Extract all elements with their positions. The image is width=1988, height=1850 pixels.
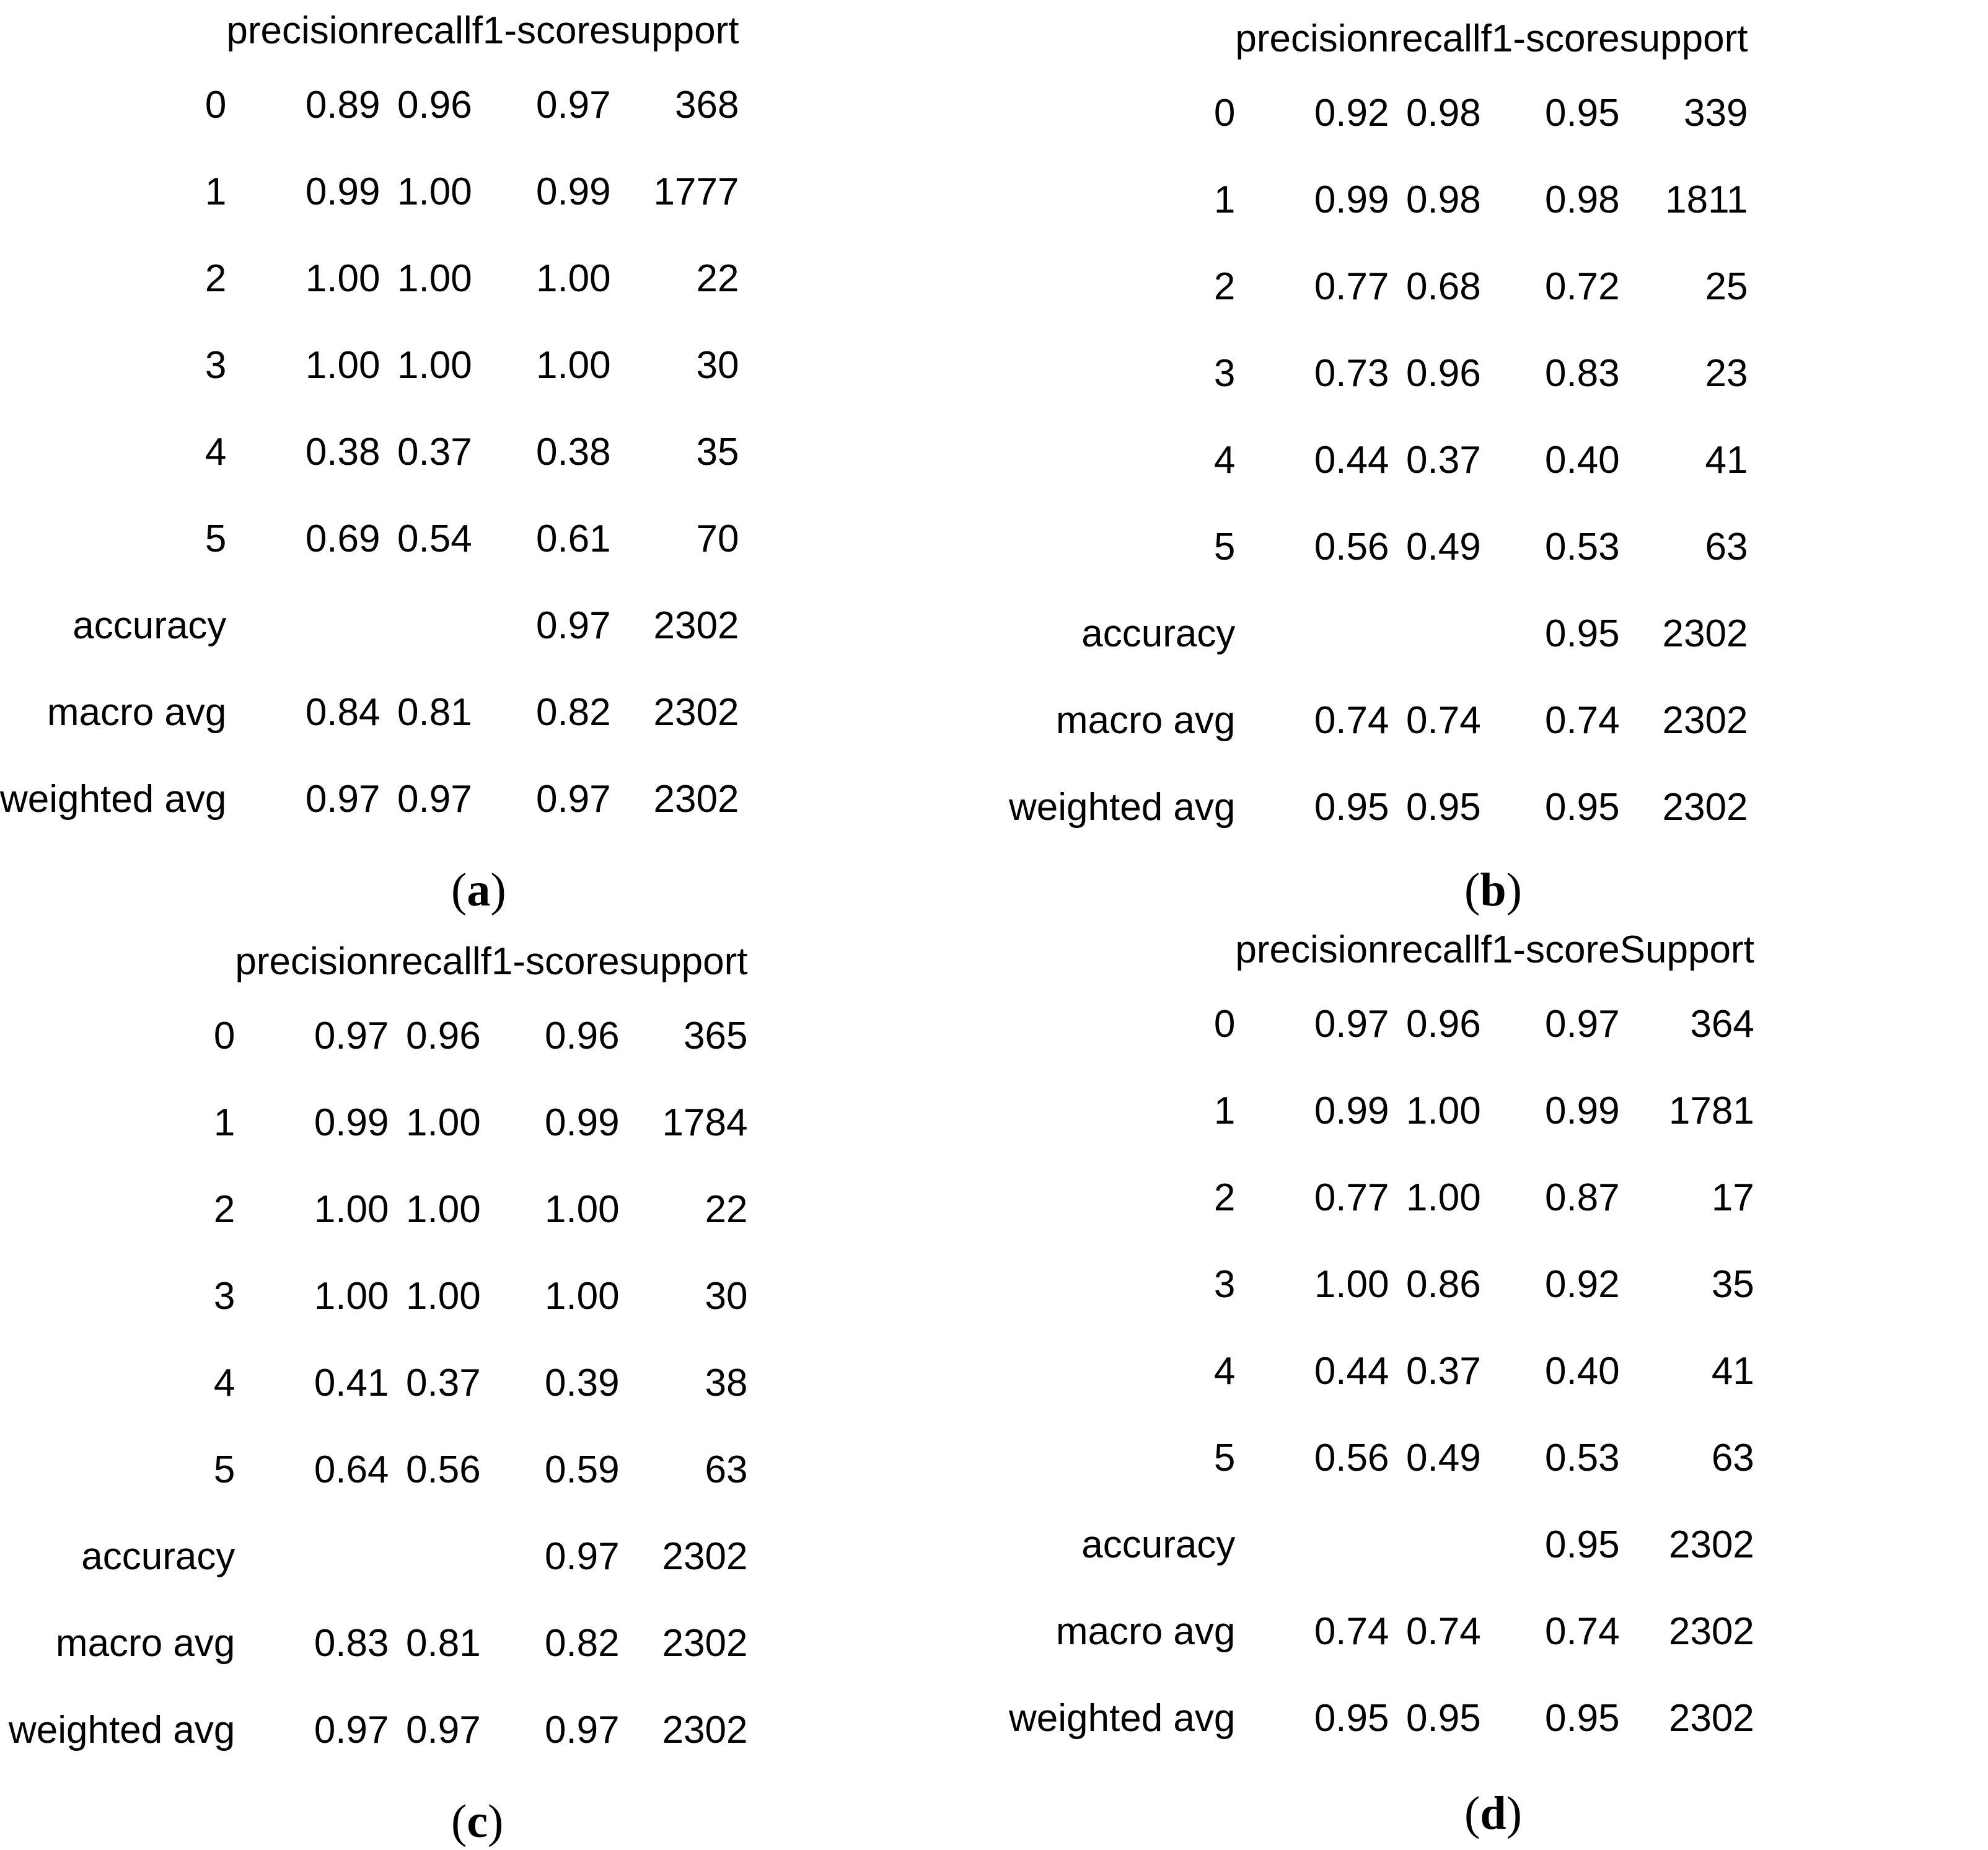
row-label: 5 bbox=[1213, 1437, 1236, 1479]
support-cell: 22 bbox=[696, 257, 739, 300]
f1-score-cell: 0.97 bbox=[544, 1535, 620, 1578]
precision-cell: 0.97 bbox=[305, 778, 380, 821]
support-cell: 30 bbox=[705, 1275, 748, 1318]
support-cell: 2302 bbox=[1668, 1610, 1754, 1653]
support-cell: 339 bbox=[1684, 92, 1748, 134]
f1-score-cell: 0.97 bbox=[535, 604, 611, 647]
f1-score-cell: 0.97 bbox=[535, 84, 611, 126]
f1-score-cell: 1.00 bbox=[544, 1275, 620, 1318]
support-cell: 1777 bbox=[653, 170, 739, 213]
precision-cell: 0.77 bbox=[1314, 1176, 1389, 1219]
f1-score-cell: 0.95 bbox=[1544, 786, 1620, 829]
table-row bbox=[0, 756, 739, 843]
row-label: 1 bbox=[1213, 178, 1236, 221]
precision-cell: 1.00 bbox=[1314, 1263, 1389, 1306]
table-row bbox=[9, 1687, 747, 1774]
classification-report-table bbox=[1009, 919, 1754, 1762]
f1-score-cell: 1.00 bbox=[544, 1188, 620, 1231]
support-cell: 38 bbox=[705, 1362, 748, 1404]
f1-score-cell: 0.53 bbox=[1544, 526, 1620, 568]
table-row bbox=[1009, 677, 1748, 764]
recall-cell bbox=[1389, 591, 1481, 677]
support-cell: 2302 bbox=[1662, 612, 1748, 655]
recall-cell: 0.49 bbox=[1406, 1437, 1481, 1479]
recall-cell: 1.00 bbox=[406, 1101, 481, 1144]
table-row bbox=[9, 1253, 747, 1340]
recall-cell: 0.74 bbox=[1406, 1610, 1481, 1653]
precision-cell: 0.41 bbox=[314, 1362, 389, 1404]
col-header-f1-score: f1-score bbox=[480, 940, 620, 983]
row-label: 0 bbox=[205, 84, 227, 126]
f1-score-cell: 0.95 bbox=[1544, 1523, 1620, 1566]
f1-score-cell: 0.39 bbox=[544, 1362, 620, 1404]
precision-cell: 0.56 bbox=[1314, 1437, 1389, 1479]
col-header-f1-score: f1-score bbox=[1480, 928, 1620, 971]
precision-cell: 0.99 bbox=[1314, 1090, 1389, 1132]
precision-cell: 0.44 bbox=[1314, 1350, 1389, 1393]
recall-cell bbox=[380, 583, 472, 669]
header-row bbox=[9, 931, 747, 993]
table-row bbox=[1009, 981, 1754, 1068]
row-label-header bbox=[9, 931, 235, 993]
row-label: 1 bbox=[213, 1101, 235, 1144]
support-cell: 1811 bbox=[1665, 178, 1748, 221]
support-cell: 2302 bbox=[653, 691, 739, 734]
table-row bbox=[1009, 1502, 1754, 1588]
support-cell: 41 bbox=[1711, 1350, 1754, 1393]
precision-cell: 1.00 bbox=[314, 1275, 389, 1318]
precision-cell: 0.74 bbox=[1314, 1610, 1389, 1653]
support-cell: 35 bbox=[696, 431, 739, 474]
col-header-recall: recall bbox=[389, 940, 481, 983]
caption-letter: a bbox=[467, 864, 491, 916]
precision-cell: 0.99 bbox=[1314, 178, 1389, 221]
row-label: 0 bbox=[1213, 1003, 1236, 1046]
support-cell: 2302 bbox=[1662, 786, 1748, 829]
row-label-header bbox=[1009, 919, 1235, 981]
f1-score-cell: 0.40 bbox=[1544, 439, 1620, 482]
table-row bbox=[1009, 764, 1748, 851]
recall-cell: 0.74 bbox=[1406, 699, 1481, 742]
recall-cell: 1.00 bbox=[1406, 1090, 1481, 1132]
col-header-precision: precision bbox=[1235, 928, 1389, 971]
f1-score-cell: 0.96 bbox=[544, 1015, 620, 1057]
support-cell: 23 bbox=[1705, 352, 1748, 395]
table-row bbox=[9, 1427, 747, 1513]
precision-cell: 0.92 bbox=[1314, 92, 1389, 134]
f1-score-cell: 0.74 bbox=[1544, 699, 1620, 742]
table-row bbox=[1009, 1588, 1754, 1675]
f1-score-cell: 0.97 bbox=[544, 1709, 620, 1751]
precision-cell: 0.89 bbox=[305, 84, 380, 126]
recall-cell: 0.97 bbox=[406, 1709, 481, 1751]
support-cell: 1784 bbox=[662, 1101, 748, 1144]
row-label: 1 bbox=[205, 170, 227, 213]
col-header-recall: recall bbox=[1389, 928, 1481, 971]
col-header-precision: precision bbox=[226, 9, 380, 52]
table-row bbox=[1009, 1155, 1754, 1241]
classification-report-table bbox=[9, 931, 747, 1774]
precision-cell: 0.83 bbox=[314, 1622, 389, 1665]
recall-cell: 0.54 bbox=[397, 518, 472, 560]
support-cell: 2302 bbox=[653, 778, 739, 821]
precision-cell: 0.97 bbox=[1314, 1003, 1389, 1046]
recall-cell: 1.00 bbox=[397, 257, 472, 300]
support-cell: 41 bbox=[1705, 439, 1748, 482]
support-cell: 22 bbox=[705, 1188, 748, 1231]
col-header-f1-score: f1-score bbox=[472, 9, 611, 52]
row-label: weighted avg bbox=[1009, 786, 1236, 829]
support-cell: 1781 bbox=[1668, 1090, 1754, 1132]
caption-letter: d bbox=[1480, 1787, 1506, 1839]
precision-cell: 0.69 bbox=[305, 518, 380, 560]
row-label: 4 bbox=[1213, 439, 1236, 482]
f1-score-cell: 0.72 bbox=[1544, 265, 1620, 308]
f1-score-cell: 0.95 bbox=[1544, 1697, 1620, 1740]
row-label: weighted avg bbox=[0, 778, 227, 821]
f1-score-cell: 0.99 bbox=[544, 1101, 620, 1144]
recall-cell: 0.96 bbox=[397, 84, 472, 126]
recall-cell: 0.49 bbox=[1406, 526, 1481, 568]
f1-score-cell: 0.87 bbox=[1544, 1176, 1620, 1219]
recall-cell: 0.96 bbox=[406, 1015, 481, 1057]
f1-score-cell: 0.40 bbox=[1544, 1350, 1620, 1393]
support-cell: 2302 bbox=[662, 1622, 748, 1665]
precision-cell: 0.95 bbox=[1314, 786, 1389, 829]
f1-score-cell: 1.00 bbox=[535, 344, 611, 387]
recall-cell: 1.00 bbox=[406, 1188, 481, 1231]
row-label: 3 bbox=[213, 1275, 235, 1318]
precision-cell: 0.84 bbox=[305, 691, 380, 734]
row-label: 2 bbox=[205, 257, 227, 300]
recall-cell: 0.95 bbox=[1406, 786, 1481, 829]
header-row bbox=[0, 0, 739, 62]
recall-cell: 0.37 bbox=[1406, 1350, 1481, 1393]
col-header-precision: precision bbox=[235, 940, 389, 983]
f1-score-cell: 0.92 bbox=[1544, 1263, 1620, 1306]
recall-cell: 1.00 bbox=[397, 170, 472, 213]
recall-cell: 1.00 bbox=[1406, 1176, 1481, 1219]
recall-cell bbox=[389, 1513, 481, 1600]
col-header-support: support bbox=[610, 9, 739, 52]
table-row bbox=[1009, 157, 1748, 244]
table-row bbox=[0, 409, 739, 496]
row-label: 2 bbox=[213, 1188, 235, 1231]
table-row bbox=[1009, 417, 1748, 504]
col-header-support: Support bbox=[1619, 928, 1754, 971]
row-label: 2 bbox=[1213, 265, 1236, 308]
support-cell: 17 bbox=[1711, 1176, 1754, 1219]
precision-cell: 0.73 bbox=[1314, 352, 1389, 395]
support-cell: 35 bbox=[1711, 1263, 1754, 1306]
recall-cell: 0.81 bbox=[406, 1622, 481, 1665]
panel-caption: (c) bbox=[451, 1795, 504, 1848]
table-row bbox=[9, 1166, 747, 1253]
f1-score-cell: 0.95 bbox=[1544, 92, 1620, 134]
table-row bbox=[1009, 1415, 1754, 1502]
f1-score-cell: 0.98 bbox=[1544, 178, 1620, 221]
row-label: accuracy bbox=[73, 604, 227, 647]
f1-score-cell: 0.61 bbox=[535, 518, 611, 560]
table-row bbox=[0, 583, 739, 669]
row-label: 0 bbox=[1213, 92, 1236, 134]
support-cell: 2302 bbox=[662, 1535, 748, 1578]
table-row bbox=[0, 669, 739, 756]
table-row bbox=[1009, 244, 1748, 330]
recall-cell: 1.00 bbox=[397, 344, 472, 387]
table-row bbox=[1009, 1328, 1754, 1415]
precision-cell: 0.44 bbox=[1314, 439, 1389, 482]
table-row bbox=[0, 236, 739, 322]
col-header-recall: recall bbox=[380, 9, 472, 52]
f1-score-cell: 0.99 bbox=[535, 170, 611, 213]
row-label: 5 bbox=[213, 1448, 235, 1491]
precision-cell: 0.99 bbox=[314, 1101, 389, 1144]
table-row bbox=[0, 149, 739, 236]
col-header-f1-score: f1-score bbox=[1480, 17, 1620, 60]
table-row bbox=[1009, 504, 1748, 591]
row-label: 0 bbox=[213, 1015, 235, 1057]
classification-report-table bbox=[1009, 8, 1748, 851]
recall-cell: 0.97 bbox=[397, 778, 472, 821]
recall-cell: 0.68 bbox=[1406, 265, 1481, 308]
f1-score-cell: 0.74 bbox=[1544, 1610, 1620, 1653]
header-row bbox=[1009, 919, 1754, 981]
table-row bbox=[0, 496, 739, 583]
precision-cell: 1.00 bbox=[305, 257, 380, 300]
recall-cell: 0.98 bbox=[1406, 178, 1481, 221]
precision-cell: 0.74 bbox=[1314, 699, 1389, 742]
recall-cell: 0.37 bbox=[397, 431, 472, 474]
precision-cell: 1.00 bbox=[305, 344, 380, 387]
col-header-support: support bbox=[1619, 17, 1748, 60]
f1-score-cell: 0.82 bbox=[535, 691, 611, 734]
table-row bbox=[1009, 70, 1748, 157]
precision-cell: 0.56 bbox=[1314, 526, 1389, 568]
recall-cell: 0.37 bbox=[406, 1362, 481, 1404]
recall-cell: 0.96 bbox=[1406, 1003, 1481, 1046]
support-cell: 70 bbox=[696, 518, 739, 560]
f1-score-cell: 1.00 bbox=[535, 257, 611, 300]
precision-cell bbox=[1235, 591, 1389, 677]
support-cell: 368 bbox=[675, 84, 739, 126]
f1-score-cell: 0.82 bbox=[544, 1622, 620, 1665]
f1-score-cell: 0.97 bbox=[1544, 1003, 1620, 1046]
table-row bbox=[9, 1080, 747, 1166]
recall-cell: 0.81 bbox=[397, 691, 472, 734]
row-label: accuracy bbox=[1081, 612, 1236, 655]
precision-cell: 0.77 bbox=[1314, 265, 1389, 308]
precision-cell: 0.64 bbox=[314, 1448, 389, 1491]
row-label: 4 bbox=[213, 1362, 235, 1404]
f1-score-cell: 0.97 bbox=[535, 778, 611, 821]
table-row bbox=[9, 1340, 747, 1427]
table-row bbox=[1009, 1241, 1754, 1328]
precision-cell: 0.38 bbox=[305, 431, 380, 474]
table-row bbox=[1009, 330, 1748, 417]
caption-letter: c bbox=[467, 1795, 488, 1848]
classification-report-table bbox=[0, 0, 739, 843]
precision-cell bbox=[1235, 1502, 1389, 1588]
support-cell: 63 bbox=[1705, 526, 1748, 568]
precision-cell: 1.00 bbox=[314, 1188, 389, 1231]
recall-cell: 0.95 bbox=[1406, 1697, 1481, 1740]
table-row bbox=[9, 1513, 747, 1600]
row-label: macro avg bbox=[1055, 699, 1236, 742]
support-cell: 63 bbox=[1711, 1437, 1754, 1479]
row-label: macro avg bbox=[46, 691, 227, 734]
table-row bbox=[1009, 1068, 1754, 1155]
panel-caption: (b) bbox=[1464, 864, 1522, 916]
support-cell: 25 bbox=[1705, 265, 1748, 308]
row-label: weighted avg bbox=[1009, 1697, 1236, 1740]
f1-score-cell: 0.59 bbox=[544, 1448, 620, 1491]
precision-cell: 0.95 bbox=[1314, 1697, 1389, 1740]
row-label: accuracy bbox=[81, 1535, 235, 1578]
support-cell: 365 bbox=[684, 1015, 748, 1057]
row-label: 4 bbox=[1213, 1350, 1236, 1393]
support-cell: 2302 bbox=[1662, 699, 1748, 742]
row-label: accuracy bbox=[1081, 1523, 1236, 1566]
row-label: 3 bbox=[1213, 352, 1236, 395]
recall-cell: 0.96 bbox=[1406, 352, 1481, 395]
recall-cell: 0.98 bbox=[1406, 92, 1481, 134]
precision-cell: 0.97 bbox=[314, 1709, 389, 1751]
table-row bbox=[9, 1600, 747, 1687]
support-cell: 2302 bbox=[1668, 1523, 1754, 1566]
f1-score-cell: 0.99 bbox=[1544, 1090, 1620, 1132]
recall-cell bbox=[1389, 1502, 1481, 1588]
support-cell: 364 bbox=[1690, 1003, 1754, 1046]
support-cell: 2302 bbox=[653, 604, 739, 647]
recall-cell: 1.00 bbox=[406, 1275, 481, 1318]
col-header-support: support bbox=[619, 940, 748, 983]
precision-cell: 0.99 bbox=[305, 170, 380, 213]
recall-cell: 0.37 bbox=[1406, 439, 1481, 482]
row-label: macro avg bbox=[55, 1622, 235, 1665]
row-label: 2 bbox=[1213, 1176, 1236, 1219]
caption-letter: b bbox=[1480, 864, 1506, 916]
col-header-precision: precision bbox=[1235, 17, 1389, 60]
table-row bbox=[9, 993, 747, 1080]
col-header-recall: recall bbox=[1389, 17, 1481, 60]
support-cell: 2302 bbox=[662, 1709, 748, 1751]
recall-cell: 0.56 bbox=[406, 1448, 481, 1491]
precision-cell: 0.97 bbox=[314, 1015, 389, 1057]
panel-caption: (d) bbox=[1464, 1787, 1522, 1839]
panel-caption: (a) bbox=[451, 864, 506, 916]
row-label: 5 bbox=[205, 518, 227, 560]
f1-score-cell: 0.53 bbox=[1544, 1437, 1620, 1479]
header-row bbox=[1009, 8, 1748, 70]
row-label: 3 bbox=[1213, 1263, 1236, 1306]
row-label: 5 bbox=[1213, 526, 1236, 568]
row-label: 3 bbox=[205, 344, 227, 387]
table-row bbox=[0, 62, 739, 149]
precision-cell bbox=[235, 1513, 389, 1600]
recall-cell: 0.86 bbox=[1406, 1263, 1481, 1306]
row-label: 1 bbox=[1213, 1090, 1236, 1132]
row-label: weighted avg bbox=[9, 1709, 235, 1751]
table-row bbox=[0, 322, 739, 409]
f1-score-cell: 0.95 bbox=[1544, 612, 1620, 655]
row-label: macro avg bbox=[1055, 1610, 1236, 1653]
table-row bbox=[1009, 591, 1748, 677]
row-label: 4 bbox=[205, 431, 227, 474]
table-row bbox=[1009, 1675, 1754, 1762]
f1-score-cell: 0.38 bbox=[535, 431, 611, 474]
row-label-header bbox=[1009, 8, 1235, 70]
support-cell: 63 bbox=[705, 1448, 748, 1491]
precision-cell bbox=[226, 583, 380, 669]
support-cell: 30 bbox=[696, 344, 739, 387]
f1-score-cell: 0.83 bbox=[1544, 352, 1620, 395]
support-cell: 2302 bbox=[1668, 1697, 1754, 1740]
row-label-header bbox=[0, 0, 226, 62]
